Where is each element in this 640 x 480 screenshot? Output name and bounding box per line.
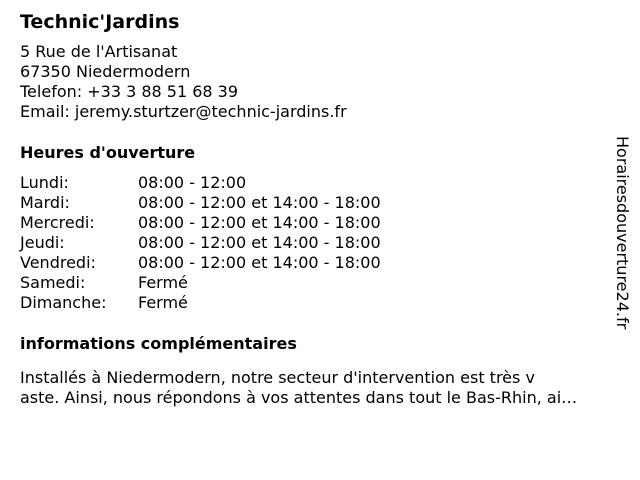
time-value: 08:00 - 12:00 et 14:00 - 18:00	[138, 253, 381, 272]
email-address: Email: jeremy.sturtzer@technic-jardins.fr	[20, 102, 347, 121]
day-label: Mardi:	[20, 193, 70, 212]
time-value: 08:00 - 12:00 et 14:00 - 18:00	[138, 233, 381, 252]
time-value: 08:00 - 12:00	[138, 173, 247, 192]
hours-row-wednesday	[20, 213, 620, 233]
business-card	[20, 8, 620, 408]
info-description	[20, 368, 630, 408]
day-label: Vendredi:	[20, 253, 96, 272]
opening-hours-table	[20, 173, 620, 313]
hours-row-monday	[20, 173, 620, 193]
time-value: Fermé	[138, 293, 188, 312]
info-line: aste. Ainsi, nous répondons à vos attentes dans tout le Bas-Rhin, ai…	[20, 388, 578, 407]
day-label: Lundi:	[20, 173, 69, 192]
hours-row-friday	[20, 253, 620, 273]
day-label: Dimanche:	[20, 293, 107, 312]
info-line: Installés à Niedermodern, notre secteur d'intervention est très v	[20, 368, 535, 387]
day-label: Samedi:	[20, 273, 86, 292]
time-value: 08:00 - 12:00 et 14:00 - 18:00	[138, 193, 381, 212]
phone-number: Telefon: +33 3 88 51 68 39	[20, 82, 239, 101]
time-value: 08:00 - 12:00 et 14:00 - 18:00	[138, 213, 381, 232]
hours-row-thursday	[20, 233, 620, 253]
day-label: Mercredi:	[20, 213, 95, 232]
hours-row-tuesday	[20, 193, 620, 213]
hours-row-sunday	[20, 293, 620, 313]
address-street: 5 Rue de l'Artisanat	[20, 42, 178, 61]
address-city: 67350 Niedermodern	[20, 62, 191, 81]
contact-block	[20, 42, 620, 122]
business-name: Technic'Jardins	[20, 11, 180, 33]
hours-heading: Heures d'ouverture	[20, 143, 196, 162]
info-heading: informations complémentaires	[20, 334, 297, 353]
time-value: Fermé	[138, 273, 188, 292]
site-watermark: Horairesdouverture24.fr	[613, 136, 632, 330]
day-label: Jeudi:	[20, 233, 65, 252]
hours-row-saturday	[20, 273, 620, 293]
